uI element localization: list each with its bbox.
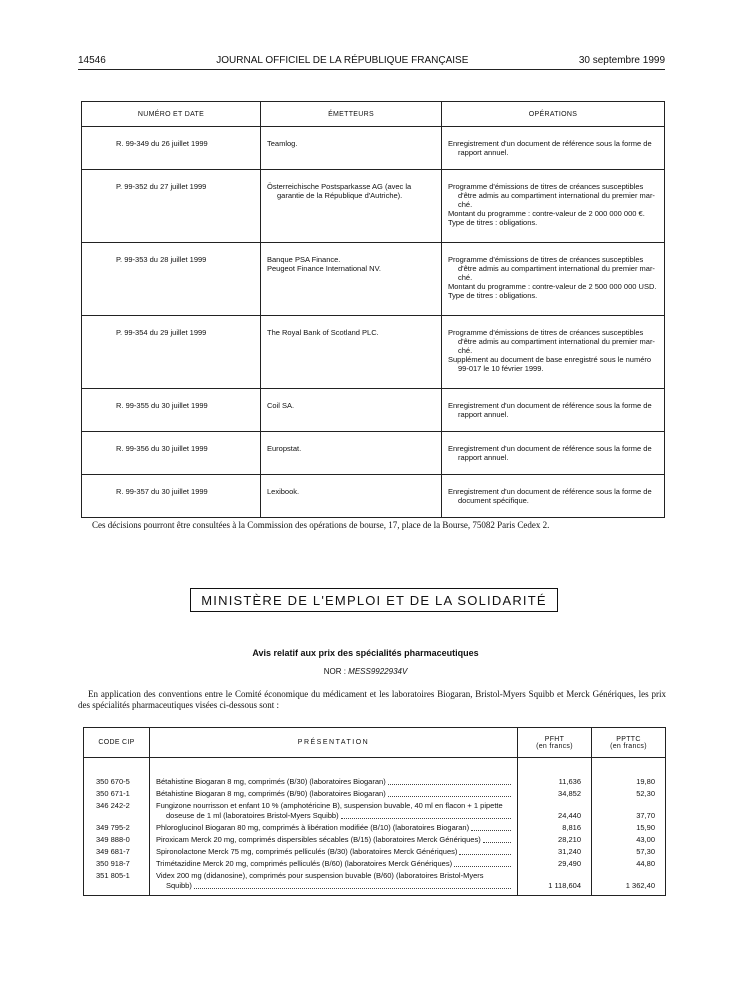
decision-operations [442,389,665,432]
cip-code: 346 242-2 [84,800,150,822]
operation-line: Enregistrement d'un document de référence sous la forme de [448,444,652,453]
presentation-cell [150,870,518,896]
leader-dots [454,866,511,867]
operation-line: rapport annuel. [458,148,509,157]
ppttc-value: 44,80 [592,858,666,870]
presentation-cell [150,788,518,800]
decision-emetteurs [261,316,442,389]
presentation-cell [150,822,518,834]
nor-label: NOR : [323,667,346,676]
presentation-text: Fungizone nourrisson et enfant 10 % (amphotéricine B), suspension buvable, 40 ml en flacon + 1 pipette [156,801,503,810]
operation-line: 99-017 le 10 février 1999. [458,364,544,373]
emetteur-line: garantie de la République d'Autriche). [277,191,403,200]
presentation-text: Bétahistine Biogaran 8 mg, comprimés (B/90) (laboratoires Biogaran) [156,789,386,798]
emetteur-line: Coil SA. [267,401,295,410]
ppttc-value: 1 362,40 [592,870,666,896]
operation-line: d'être admis au compartiment international du premier mar- [458,191,655,200]
presentation-text: Spironolactone Merck 75 mg, comprimés pelliculés (B/30) (laboratoires Merck Génériques) [156,847,458,856]
decision-numero: P. 99-353 du 28 juillet 1999 [82,243,261,316]
leader-dots [341,818,511,819]
decision-emetteurs [261,243,442,316]
presentation-text: Squibb) [166,881,192,890]
ministry-heading: MINISTÈRE DE L'EMPLOI ET DE LA SOLIDARITÉ [190,588,558,612]
presentation-line [156,859,513,869]
decision-operations [442,475,665,518]
leader-dots [388,784,511,785]
decision-numero: R. 99-356 du 30 juillet 1999 [82,432,261,475]
decisions-body [82,127,665,518]
price-row [84,800,666,822]
emetteur-line: Teamlog. [267,139,298,148]
operation-line: Montant du programme : contre-valeur de 2 500 000 000 USD. [448,282,657,291]
price-row [84,870,666,896]
presentation-cell [150,800,518,822]
price-table [83,727,666,896]
presentation-cell [150,776,518,788]
leader-dots [194,888,511,889]
cip-code: 351 805-1 [84,870,150,896]
ppttc-label: PPTTC [616,735,641,743]
decision-numero: R. 99-357 du 30 juillet 1999 [82,475,261,518]
cip-code: 349 888-0 [84,834,150,846]
pfht-value: 31,240 [518,846,592,858]
presentation-cell [150,834,518,846]
presentation-line [156,847,513,857]
page-header [78,52,665,68]
cip-code: 350 671-1 [84,788,150,800]
presentation-text: Videx 200 mg (didanosine), comprimés pour suspension buvable (B/60) (laboratoires Bristol-Myers [156,871,484,880]
decision-row [82,243,665,316]
issue-date: 30 septembre 1999 [578,54,665,66]
cip-code: 350 670-5 [84,776,150,788]
operation-line: Programme d'émissions de titres de créances susceptibles [448,255,644,264]
decision-numero: P. 99-354 du 29 juillet 1999 [82,316,261,389]
operation-line: ché. [458,200,473,209]
journal-title: JOURNAL OFFICIEL DE LA RÉPUBLIQUE FRANÇAISE [216,54,469,66]
col-header-code: CODE CIP [84,728,150,758]
col-header-operations: OPÉRATIONS [442,102,665,127]
operation-line: Enregistrement d'un document de référence sous la forme de [448,139,652,148]
avis-intro: En application des conventions entre le Comité économique du médicament et les laboratoires Biogaran, Bristol-Myers Squibb et Merck Génériques, les prix des spécialités pharmaceutiques visées ci-dessous sont : [78,689,666,710]
presentation-line [156,823,513,833]
decision-operations [442,316,665,389]
pfht-value: 8,816 [518,822,592,834]
leader-dots [483,842,511,843]
presentation-line [156,835,513,845]
operation-line: document spécifique. [458,496,529,505]
price-row [84,858,666,870]
col-header-presentation: PRÉSENTATION [150,728,518,758]
avis-title: Avis relatif aux prix des spécialités pharmaceutiques [252,648,479,658]
pfht-value: 28,210 [518,834,592,846]
decision-numero: R. 99-355 du 30 juillet 1999 [82,389,261,432]
leader-dots [471,830,511,831]
presentation-text: Bétahistine Biogaran 8 mg, comprimés (B/30) (laboratoires Biogaran) [156,777,386,786]
decision-numero: P. 99-352 du 27 juillet 1999 [82,170,261,243]
price-spacer-row [84,758,666,777]
decision-row [82,389,665,432]
pfht-value: 34,852 [518,788,592,800]
presentation-text: Trimétazidine Merck 20 mg, comprimés pelliculés (B/60) (laboratoires Merck Génériques) [156,859,453,868]
operation-line: Enregistrement d'un document de référence sous la forme de [448,487,652,496]
operation-line: Supplément au document de base enregistré sous le numéro [448,355,652,364]
leader-dots [388,796,511,797]
decision-operations [442,243,665,316]
operation-line: ché. [458,273,473,282]
decision-row [82,127,665,170]
col-header-emetteurs: ÉMETTEURS [261,102,442,127]
pfht-value: 29,490 [518,858,592,870]
operation-line: rapport annuel. [458,453,509,462]
emetteur-line: Lexibook. [267,487,300,496]
ppttc-value: 52,30 [592,788,666,800]
emetteur-line: Europstat. [267,444,302,453]
decision-row [82,432,665,475]
presentation-text: Piroxicam Merck 20 mg, comprimés dispersibles sécables (B/15) (laboratoires Merck Génériques) [156,835,481,844]
presentation-line [156,789,513,799]
presentation-line [156,881,513,891]
leader-dots [459,854,511,855]
price-row [84,788,666,800]
cip-code: 349 681-7 [84,846,150,858]
cip-code: 349 795-2 [84,822,150,834]
decisions-table [81,101,665,518]
ppttc-value: 43,00 [592,834,666,846]
operation-line: ché. [458,346,473,355]
operation-line: Programme d'émissions de titres de créances susceptibles [448,328,644,337]
decision-emetteurs [261,475,442,518]
presentation-text: Phloroglucinol Biogaran 80 mg, comprimés à libération modifiée (B/10) (laboratoires Biogaran) [156,823,470,832]
ppttc-value: 15,90 [592,822,666,834]
emetteur-line: Banque PSA Finance. [267,255,341,264]
header-rule [78,69,665,70]
decision-emetteurs [261,432,442,475]
price-header-row [84,728,666,758]
decision-operations [442,170,665,243]
presentation-cell [150,858,518,870]
price-row [84,776,666,788]
ppttc-value: 37,70 [592,800,666,822]
presentation-text: doseuse de 1 ml (laboratoires Bristol-Myers Squibb) [166,811,339,820]
decision-row [82,475,665,518]
pfht-unit: (en francs) [536,742,573,750]
price-row [84,834,666,846]
operation-line: d'être admis au compartiment international du premier mar- [458,337,655,346]
presentation-cell [150,846,518,858]
operation-line: rapport annuel. [458,410,509,419]
consultation-note: Ces décisions pourront être consultées à la Commission des opérations de bourse, 17, place de la Bourse, 75082 Paris Cedex 2. [92,520,550,530]
nor-reference [0,667,731,676]
ppttc-value: 19,80 [592,776,666,788]
pfht-value: 24,440 [518,800,592,822]
decision-numero: R. 99-349 du 26 juillet 1999 [82,127,261,170]
pfht-value: 1 118,604 [518,870,592,896]
decisions-header-row [82,102,665,127]
decision-row [82,316,665,389]
cip-code: 350 918-7 [84,858,150,870]
decision-emetteurs [261,170,442,243]
presentation-line [156,777,513,787]
presentation-line [156,811,513,821]
decision-emetteurs [261,127,442,170]
price-body [84,758,666,896]
decision-operations [442,432,665,475]
emetteur-line: Peugeot Finance International NV. [267,264,381,273]
pfht-value: 11,636 [518,776,592,788]
ppttc-value: 57,30 [592,846,666,858]
ppttc-unit: (en francs) [610,742,647,750]
decision-emetteurs [261,389,442,432]
operation-line: Programme d'émissions de titres de créances susceptibles [448,182,644,191]
presentation-line [156,801,513,811]
operation-line: Montant du programme : contre-valeur de 2 000 000 000 €. [448,209,645,218]
col-header-ppttc [592,728,666,758]
operation-line: Type de titres : obligations. [448,291,538,300]
nor-code: MESS9922934V [348,667,408,676]
decision-row [82,170,665,243]
col-header-pfht [518,728,592,758]
operation-line: Enregistrement d'un document de référence sous la forme de [448,401,652,410]
operation-line: Type de titres : obligations. [448,218,538,227]
decision-operations [442,127,665,170]
price-row [84,822,666,834]
emetteur-line: The Royal Bank of Scotland PLC. [267,328,379,337]
page-number: 14546 [78,54,106,66]
operation-line: d'être admis au compartiment international du premier mar- [458,264,655,273]
col-header-numero: NUMÉRO ET DATE [82,102,261,127]
presentation-line [156,871,513,881]
emetteur-line: Österreichische Postsparkasse AG (avec la [267,182,412,191]
price-row [84,846,666,858]
pfht-label: PFHT [544,735,565,743]
